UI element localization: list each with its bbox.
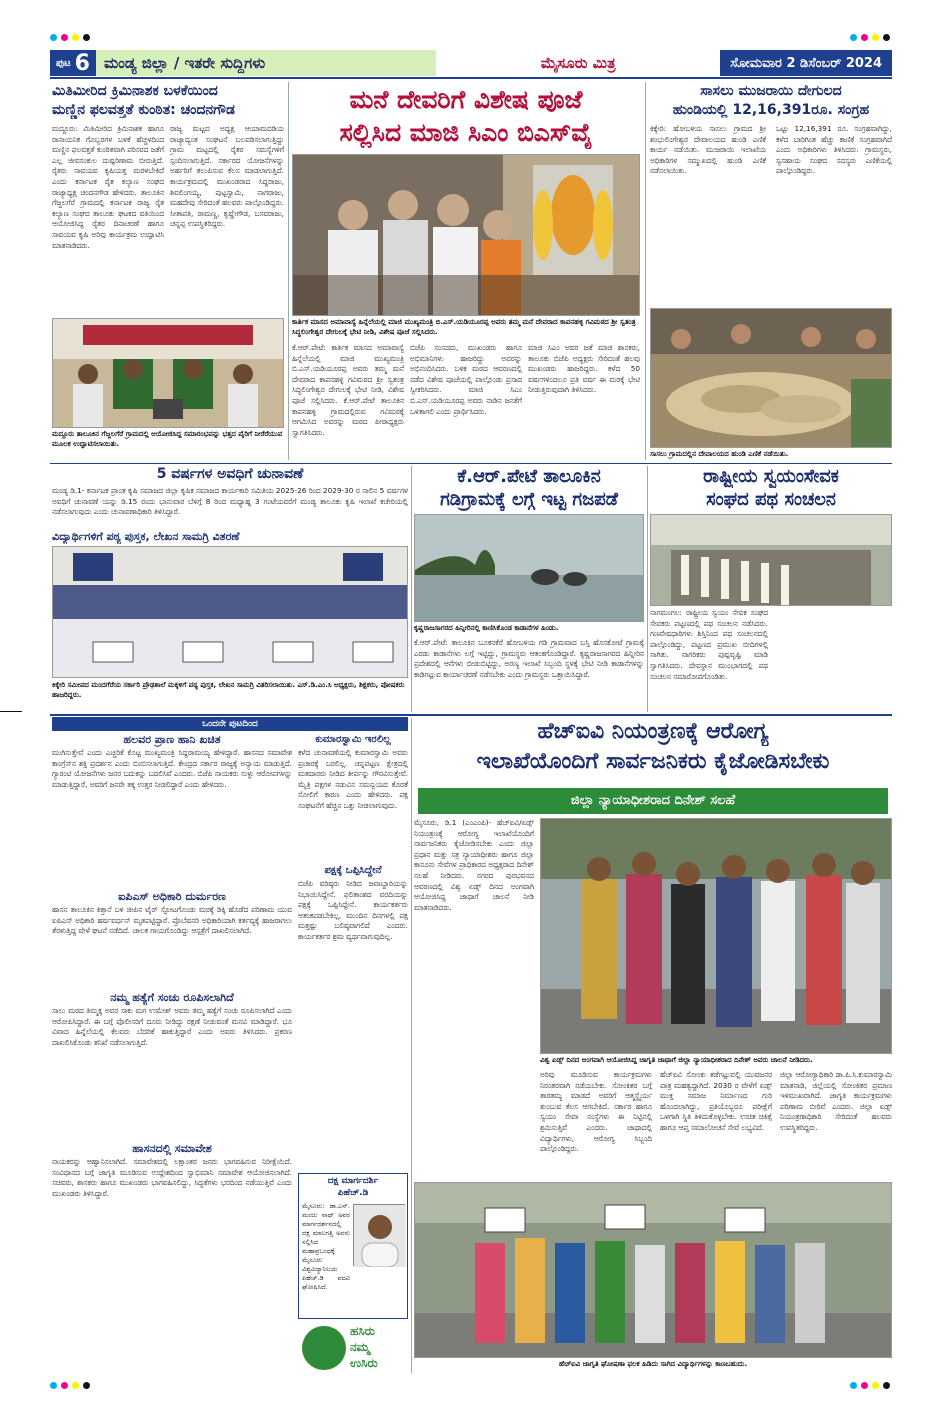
a7-body: ನಾಗಮಂಗಲ: ರಾಷ್ಟ್ರೀಯ ಸ್ವಯಂ ಸೇವಕ ಸಂಘದ ಸೇವಕರು ಪಟ್ಟಣದಲ್ಲಿ ಪಥ ಸಂಚಲನ ನಡೆಸಿದರು. ಗಣವೇಷಧಾರಿಗಳು ಶಿಸ್ತಿನಿಂದ ಪಥ ಸಂಚಲನದಲ್ಲಿ ಪಾಲ್ಗೊಂಡಿದ್ದು, ಪಟ್ಟಣದ ಪ್ರಮುಖ ಬೀದಿಗಳಲ್ಲಿ ಸಾಗಿತು. ನಾಗರಿಕರು ಪುಷ್ಪವೃಷ್ಟಿ ಮಾಡಿ ಸ್ವಾಗತಿಸಿದರು. ದೇವಸ್ಥಾನ ಮುಂಭಾಗದಲ್ಲಿ ಪಥ ಸಂಚಲನ ಸಮಾರೋಪಗೊಂಡಿತು. [650, 608, 768, 681]
a4-body: ಮಂಡ್ಯ ಡಿ.1- ಕರ್ನಾಟಕ ಪ್ರಾಂತ ಕೃಷಿ ಸಮಾಜದ ಜಿಲ್ಲಾ ಕೃಷಿಕ ಸಮಾಜದ ಕಾರ್ಯಕಾರಿ ಸಮಿತಿಯ 2025-26 ರಿಂದ 2029-30 ರ ಸಾಲಿನ 5 ವರ್ಷಗಳ ಅವಧಿಗೆ ಚುನಾವಣೆ ಯನ್ನು ಡಿ.15 ರಂದು ಭಾನುವಾರ ಬೆಳಿಗ್ಗೆ 8 ರಿಂದ ಮಧ್ಯಾಹ್ನ 3 ಗಂಟೆಯವರೆಗೆ ಮಂಡ್ಯ ತಾಲೂಕು ಕೃಷಿ ಇಲಾಖೆ ಕಚೇರಿಯಲ್ಲಿ ನಡೆಸಲಾಗುವುದು ಎಂದು ಚುನಾವಣಾಧಿಕಾರಿ ತಿಳಿಸಿದ್ದಾರೆ. [52, 486, 408, 517]
a5-caption: ಕಿಕ್ಕೇರಿ ಸಮೀಪದ ಮಂದಗೆರೆಯ ಸರ್ಕಾರಿ ಪ್ರೌಢಶಾಲೆ ಮಕ್ಕಳಿಗೆ ಪಠ್ಯ ಪುಸ್ತಕ, ಲೇಖನ ಸಾಮಗ್ರಿ ವಿತರಿಸಲಾಯಿತು. ಎಸ್‌.ಡಿ.ಎಂ.ಸಿ ಅಧ್ಯಕ್ಷರು, ಶಿಕ್ಷಕರು, ಪೋಷಕರು ಹಾಜರಿದ್ದರು. [52, 681, 405, 699]
cont-b6: ಬಿಜೆಪಿ ವರಿಷ್ಠರು ನೀಡಿದ ಜವಾಬ್ದಾರಿಯನ್ನು ನಿಭಾಯಿಸಿದ್ದೇನೆ. ಫಲಿತಾಂಶದ ವರದಿಯನ್ನು ಪಕ್ಷಕ್ಕೆ ಒಪ್ಪಿಸಿದ್ದೇನೆ. ಕಾರ್ಯಕರ್ತರು ಆತಂಕಪಡಬೇಕಿಲ್ಲ, ಮುಂದಿನ ದಿನಗಳಲ್ಲಿ ಪಕ್ಷ ಮತ್ತಷ್ಟು ಬಲಿಷ್ಠವಾಗಲಿದೆ ಎಂದರು. ಕಾರ್ಯಕರ್ತರ ಶ್ರಮ ವ್ಯರ್ಥವಾಗುವುದಿಲ್ಲ. [298, 879, 408, 941]
a5-photo-art [53, 547, 408, 678]
a8-lead-continued [414, 1066, 534, 1180]
header-rule [50, 77, 892, 79]
a3-headline-1: ಸಾಸಲು ಮುಜರಾಯಿ ದೇಗುಲದ [700, 83, 842, 99]
page-header [50, 50, 892, 76]
issue-date: ಸೋಮವಾರ 2 ಡಿಸೆಂಬರ್ 2024 [720, 50, 892, 76]
a1-photo [52, 318, 284, 428]
registration-dots-bottom-left [50, 1382, 90, 1389]
a6-caption: ಕೃಷ್ಣರಾಜಸಾಗರದ ಹಿನ್ನೀರಿನಲ್ಲಿ ಕಾಣಿಸಿಕೊಂಡ ಕಾಡಾನೆಗಳ ಹಿಂಡು. [414, 624, 559, 632]
a2-caption: ಕಾರ್ತಿಕ ಮಾಸದ ಅಮಾವಾಸ್ಯೆ ಹಿನ್ನೆಲೆಯಲ್ಲಿ ಮಾಜಿ ಮುಖ್ಯಮಂತ್ರಿ ಬಿ.ಎಸ್.ಯಡಿಯೂರಪ್ಪ ಅವರು ತಮ್ಮ ಮನೆ ದೇವರಾದ ಕಾಪನಹಳ್ಳಿ ಗವಿಮಠದ ಶ್ರೀ ಸ್ವತಂತ್ರ ಸಿದ್ಧಲಿಂಗೇಶ್ವರ ದೇಗುಲಕ್ಕೆ ಭೇಟಿ ನೀಡಿ, ವಿಶೇಷ ಪೂಜೆ ಸಲ್ಲಿಸಿದರು. [292, 318, 636, 336]
a1-photo-art [53, 319, 284, 428]
cont-h1: ಹಲವರ ಪ್ರಾಣ ಹಾನಿ ಖಚಿತ [123, 733, 221, 746]
continued-banner: ಒಂದನೇ ಪುಟದಿಂದ [52, 717, 408, 731]
a1-headline-2: ಮಣ್ಣಿನ ಫಲವತ್ತತೆ ಕುಂಠಿತ: ಚಂದನಗೌಡ [52, 102, 235, 118]
a5-photo [52, 546, 408, 678]
a8-body-col-2: ಹೆಚ್‌ಐವಿ ಸೋಂಕು ತಡೆಗಟ್ಟುವಲ್ಲಿ ಯುವಜನರ ಪಾತ್ರ ಮಹತ್ವದ್ದಾಗಿದೆ. 2030 ರ ವೇಳೆಗೆ ಏಡ್ಸ್ ಮುಕ್ತ ಸಮಾಜ ನಿರ್ಮಾಣದ ಗುರಿ ಹೊಂದಲಾಗಿದ್ದು, ಪ್ರತಿಯೊಬ್ಬರೂ ಪರೀಕ್ಷೆಗೆ ಒಳಗಾಗಿ ಸ್ಥಿತಿ ತಿಳಿದುಕೊಳ್ಳಬೇಕು. ಉಚಿತ ಚಿಕಿತ್ಸೆ ಹಾಗೂ ಆಪ್ತ ಸಮಾಲೋಚನೆ ಸೇವೆ ಲಭ್ಯವಿದೆ. [660, 1070, 772, 1132]
a3-headline-2: ಹುಂಡಿಯಲ್ಲಿ 12,16,391ರೂ. ಸಂಗ್ರಹ [672, 102, 870, 118]
a8-headline-2: ಇಲಾಖೆಯೊಂದಿಗೆ ಸಾರ್ವಜನಿಕರು ಕೈಜೋಡಿಸಬೇಕು [476, 749, 830, 774]
a8-photo-2-art [415, 1183, 892, 1358]
a3-photo-art [651, 309, 892, 448]
a7-headline-1: ರಾಷ್ಟ್ರೀಯ ಸ್ವಯಂಸೇವಕ [703, 466, 839, 487]
a3-photo [650, 308, 892, 448]
a6-headline-1: ಕೆ.ಆರ್.ಪೇಟೆ ತಾಲೂಕಿನ [457, 466, 601, 487]
col-rule-4 [647, 466, 648, 712]
a2-photo [292, 154, 640, 316]
portrait-art [354, 1205, 406, 1267]
a8-body-col-3: ಜಿಲ್ಲಾ ಆರೋಗ್ಯಾಧಿಕಾರಿ ಡಾ.ಪಿ.ಸಿ.ಕುಮಾರಸ್ವಾಮಿ ಮಾತನಾಡಿ, ಜಿಲ್ಲೆಯಲ್ಲಿ ಸೋಂಕಿತರ ಪ್ರಮಾಣ ಇಳಿಮುಖವಾಗಿದೆ. ಜಾಗೃತಿ ಕಾರ್ಯಕ್ರಮಗಳು ಪರಿಣಾಮ ಬೀರಿವೆ ಎಂದರು. ಜಿಲ್ಲಾ ಏಡ್ಸ್ ನಿಯಂತ್ರಣಾಧಿಕಾರಿ ಸೇರಿದಂತೆ ಹಲವರು ಉಪಸ್ಥಿತರಿದ್ದರು. [780, 1070, 892, 1132]
cont-b1: ಮುಗಿಸುತ್ತೇವೆ ಎಂದು ಎಚ್ಚರಿಕೆ ಕೊಟ್ಟ ಮುಖ್ಯಮಂತ್ರಿ ಸಿದ್ದರಾಮಯ್ಯ ಹೇಳಿದ್ದಾರೆ. ಹಾಸನದ ಸಮಾವೇಶ ಕಾಂಗ್ರೆಸ್‌ನ ಶಕ್ತಿ ಪ್ರದರ್ಶನ ಎಂದು ಬಿಂಬಿಸಲಾಗುತ್ತಿದೆ. ಕೇಂದ್ರದ ಸರ್ಕಾರ ರಾಜ್ಯಕ್ಕೆ ಅನ್ಯಾಯ ಮಾಡುತ್ತಿದೆ. ಗ್ಯಾರಂಟಿ ಯೋಜನೆಗಳು ಜನರ ಬದುಕನ್ನು ಬದಲಿಸಿವೆ ಎಂದರು. ಬಿಜೆಪಿ ನಾಯಕರು ಸುಳ್ಳು ಆರೋಪಗಳನ್ನು ಮಾಡುತ್ತಿದ್ದಾರೆ, ಅವರಿಗೆ ಜನರೇ ತಕ್ಕ ಉತ್ತರ ನೀಡಲಿದ್ದಾರೆ ಎಂದು ಹೇಳಿದರು. [52, 748, 292, 789]
registration-dots-bottom-right [850, 1382, 890, 1389]
a7-photo [650, 514, 892, 606]
a6-body: ಕೆ.ಆರ್.ಪೇಟೆ: ತಾಲೂಕಿನ ಬೂಕನಕೆರೆ ಹೋಬಳಿಯ ಗಡಿ ಗ್ರಾಮವಾದ ಬಸ್ತಿ ಹೊಸಕೋಟೆ ಗ್ರಾಮಕ್ಕೆ ಎರಡು ಕಾಡಾನೆಗಳು ಲಗ್ಗೆ ಇಟ್ಟಿದ್ದು, ಗ್ರಾಮಸ್ಥರು ಆತಂಕಗೊಂಡಿದ್ದಾರೆ. ಕೃಷ್ಣರಾಜಸಾಗರದ ಹಿನ್ನೀರಿನ ಪ್ರದೇಶದಲ್ಲಿ ಆನೆಗಳು ಬೀಡುಬಿಟ್ಟಿದ್ದು, ಅರಣ್ಯ ಇಲಾಖೆ ಸಿಬ್ಬಂದಿ ಸ್ಥಳಕ್ಕೆ ಭೇಟಿ ನೀಡಿ ಕಾಡಾನೆಗಳನ್ನು ಕಾಡಿಗಟ್ಟುವ ಕಾರ್ಯಾಚರಣೆ ನಡೆಸಬೇಕು ಎಂದು ಗ್ರಾಮಸ್ಥರು ಒತ್ತಾಯಿಸಿದ್ದಾರೆ. [414, 638, 644, 679]
cont-b4: ನಾಯಕರನ್ನು ಆಹ್ವಾನಿಸಲಾಗಿದೆ. ಸಮಾವೇಶದಲ್ಲಿ ಲಕ್ಷಾಂತರ ಜನರು ಭಾಗವಹಿಸುವ ನಿರೀಕ್ಷೆಯಿದೆ. ಸಂವಿಧಾನದ ಬಗ್ಗೆ ಜಾಗೃತಿ ಮೂಡಿಸುವ ಉದ್ದೇಶದಿಂದ ಸ್ವಾಭಿಮಾನಿ ಸಮಾವೇಶ ಆಯೋಜಿಸಲಾಗಿದೆ. ಸಚಿವರು, ಶಾಸಕರು ಹಾಗೂ ಮುಖಂಡರು ಭಾಗವಹಿಸಲಿದ್ದು, ಸಿದ್ಧತೆಗಳು ಭರದಿಂದ ನಡೆಯುತ್ತಿವೆ ಎಂದು ಮುಖಂಡರು ತಿಳಿಸಿದ್ದಾರೆ. [52, 1157, 292, 1198]
a2-headline-2: ಸಲ್ಲಿಸಿದ ಮಾಜಿ ಸಿಎಂ ಬಿಎಸ್‌ವೈ [339, 118, 593, 147]
cont-b5: ಕಳೆದ ಚುನಾವಣೆಯಲ್ಲಿ ಕುಮಾರಸ್ವಾಮಿ ಅವರು ಪ್ರಚಾರಕ್ಕೆ ಬರಲಿಲ್ಲ. ಚನ್ನಪಟ್ಟಣ ಕ್ಷೇತ್ರದಲ್ಲಿ ಮತದಾರರು ನೀಡಿದ ತೀರ್ಪನ್ನು ಗೌರವಿಸುತ್ತೇವೆ. ಮೈತ್ರಿ ಪಕ್ಷಗಳ ನಡುವಿನ ಸಮನ್ವಯದ ಕೊರತೆ ಸೋಲಿಗೆ ಕಾರಣ ಎಂದು ಹೇಳಿದರು. ಪಕ್ಷ ಸಂಘಟನೆಗೆ ಹೆಚ್ಚಿನ ಒತ್ತು ನೀಡಲಾಗುವುದು. [298, 748, 408, 810]
a8-body-col-1: ಅರಿವು ಮೂಡಿಸುವ ಕಾರ್ಯಕ್ರಮಗಳು ನಿರಂತರವಾಗಿ ನಡೆಯಬೇಕು. ಸೋಂಕಿತರ ಬಗ್ಗೆ ತಾರತಮ್ಯ ಮಾಡದೆ ಅವರಿಗೆ ಆತ್ಮಸ್ಥೈರ್ಯ ತುಂಬುವ ಕೆಲಸ ಆಗಬೇಕಿದೆ. ಸರ್ಕಾರ ಹಾಗೂ ಸ್ವಯಂ ಸೇವಾ ಸಂಸ್ಥೆಗಳು ಈ ನಿಟ್ಟಿನಲ್ಲಿ ಶ್ರಮಿಸುತ್ತಿವೆ ಎಂದರು. ಜಾಥಾದಲ್ಲಿ ವಿದ್ಯಾರ್ಥಿಗಳು, ಆರೋಗ್ಯ ಸಿಬ್ಬಂದಿ ಪಾಲ್ಗೊಂಡಿದ್ದರು. [540, 1070, 652, 1154]
cont-h5: ಕುಮಾರಸ್ವಾಮಿ ಇರಲಿಲ್ಲ [315, 734, 391, 745]
registration-dots-top-right [850, 34, 890, 41]
phd-portrait [353, 1204, 405, 1266]
a8-caption-1: ವಿಶ್ವ ಏಡ್ಸ್ ದಿನದ ಅಂಗವಾಗಿ ಆಯೋಜಿಸಿದ್ದ ಜಾಗೃತಿ ಜಾಥಾಗೆ ಜಿಲ್ಲಾ ನ್ಯಾಯಾಧೀಶರಾದ ದಿನೇಶ್ ಅವರು ಚಾಲನೆ ನೀಡಿದರು. [540, 1056, 813, 1064]
a7-photo-art [651, 515, 892, 606]
mid-rule-2 [50, 714, 892, 716]
a8-headline-1: ಹೆಚ್‌ಐವಿ ನಿಯಂತ್ರಣಕ್ಕೆ ಆರೋಗ್ಯ [537, 719, 769, 744]
a1-body-col-2: ರಾಜ್ಯ ಮಟ್ಟದ ಅಧ್ಯಕ್ಷ ಆಯಾಮದಡಿಯ ರಾಜ್ಯಾದ್ಯಂತ ಸಂಘಟನೆ ಬಲಪಡಿಸಲಾಗುತ್ತಿದ್ದು ಗ್ರಾಮ ಮಟ್ಟದಲ್ಲಿ ರೈತರ ಸಮಸ್ಯೆಗಳಿಗೆ ಸ್ಪಂದಿಸಲಾಗುತ್ತಿದೆ. ಸರ್ಕಾರದ ಯೋಜನೆಗಳನ್ನು ಅರ್ಹರಿಗೆ ತಲುಪಿಸುವ ಕೆಲಸ ಮಾಡಲಾಗುತ್ತಿದೆ. ಕಾರ್ಯಕ್ರಮದಲ್ಲಿ ಮುಖಂಡರಾದ ಸಿದ್ದರಾಜು, ಶಿವಲಿಂಗಯ್ಯ, ಪುಟ್ಟಸ್ವಾಮಿ, ನಾಗರಾಜು, ಮಹದೇವು ಸೇರಿದಂತೆ ಹಲವರು ಪಾಲ್ಗೊಂಡಿದ್ದರು. ಸೀತಾಪತಿ, ರಾಮಣ್ಣ, ಕೃಷ್ಣೇಗೌಡ, ಬಸವರಾಜು, ಚನ್ನಪ್ಪ ಉಪಸ್ಥಿತರಿದ್ದರು. [170, 124, 284, 229]
col-rule-1 [288, 82, 289, 460]
cont-b3: ಸಾಲು ಮರದ ತಿಮ್ಮಕ್ಕ ಅವರ ಸಾಕು ಮಗ ಉಮೇಶ್ ಅವರು ತಮ್ಮ ಹತ್ಯೆಗೆ ಸಂಚು ರೂಪಿಸಲಾಗಿದೆ ಎಂದು ಆರೋಪಿಸಿದ್ದಾರೆ. ಈ ಬಗ್ಗೆ ಪೊಲೀಸರಿಗೆ ದೂರು ನೀಡಿದ್ದು ರಕ್ಷಣೆ ನೀಡುವಂತೆ ಮನವಿ ಮಾಡಿದ್ದಾರೆ. ಭೂ ವಿವಾದ ಹಿನ್ನೆಲೆಯಲ್ಲಿ ಕೆಲವರು ಬೆದರಿಕೆ ಹಾಕುತ್ತಿದ್ದಾರೆ ಎಂದು ಅವರು ತಿಳಿಸಿದರು. ಪ್ರಕರಣ ದಾಖಲಿಸಿಕೊಂಡು ತನಿಖೆ ನಡೆಸಲಾಗುತ್ತಿದೆ. [52, 1006, 292, 1047]
a8-photo-1-art [541, 819, 892, 1054]
a3-caption: ಸಾಸಲು ಗ್ರಾಮದಲ್ಲಿನ ದೇವಾಲಯದ ಹುಂಡಿ ಎಣಿಕೆ ನಡೆಯಿತು. [650, 450, 789, 458]
a2-body-col-3: ಮಾಜಿ ಸಿಎಂ ಅವರ ಜತೆ ಮಾಜಿ ಶಾಸಕರು, ತಾಲೂಕು ಬಿಜೆಪಿ ಅಧ್ಯಕ್ಷರು ಸೇರಿದಂತೆ ಹಲವು ಮುಖಂಡರು ಹಾಜರಿದ್ದರು. ಕಳೆದ 50 ವರ್ಷಗಳಿಂದಲೂ ಪ್ರತಿ ವರ್ಷ ಈ ಮಠಕ್ಕೆ ಭೇಟಿ ನೀಡುತ್ತಿರುವುದಾಗಿ ತಿಳಿಸಿದರು. [528, 343, 640, 395]
a5-headline: ವಿದ್ಯಾರ್ಥಿಗಳಿಗೆ ಪಠ್ಯ ಪುಸ್ತಕ, ಲೇಖನ ಸಾಮಗ್ರಿ ವಿತರಣೆ [52, 530, 240, 543]
green-line-3: ಉಸಿರು [350, 1356, 378, 1370]
a3-body-col-1: ಕಿಕ್ಕೇರಿ: ಹೋಬಳಿಯ ಸಾಸಲು ಗ್ರಾಮದ ಶ್ರೀ ಶಂಭುಲಿಂಗೇಶ್ವರ ದೇವಾಲಯದ ಹುಂಡಿ ಎಣಿಕೆ ಕಾರ್ಯ ನಡೆಯಿತು. ಮುಜರಾಯಿ ಇಲಾಖೆಯ ಅಧಿಕಾರಿಗಳ ಸಮ್ಮುಖದಲ್ಲಿ ಹುಂಡಿ ಎಣಿಕೆ ನಡೆಸಲಾಯಿತು. [650, 124, 766, 176]
page-label: ಪುಟ [56, 57, 71, 69]
green-line-2: ನಮ್ಮ [350, 1340, 370, 1354]
a4-headline: 5 ವರ್ಷಗಳ ಅವಧಿಗೆ ಚುನಾವಣೆ [156, 466, 304, 482]
a1-headline-1: ಮಿತಿಮೀರಿದ ಕ್ರಿಮಿನಾಶಕ ಬಳಕೆಯಿಂದ [52, 83, 218, 99]
a7-body-continued [774, 608, 892, 712]
phd-box [298, 1173, 408, 1319]
phd-body: ಮೈಸೂರು: ಡಾ.ಎನ್. ಮಂಜು ನಾಥ್ ಅವರ ಮಾರ್ಗದರ್ಶನದಲ್ಲಿ ದಕ್ಷ ಮಾಲಗತ್ತಿ ಅವರು ಸಲ್ಲಿಸಿದ ಮಹಾಪ್ರಬಂಧಕ್ಕೆ ಮೈಸೂರು ವಿಶ್ವವಿದ್ಯಾನಿಲಯ ಪಿಹೆಚ್.ಡಿ ಪದವಿ ಘೋಷಿಸಿದೆ. [302, 1202, 350, 1291]
globe-icon [302, 1326, 346, 1370]
a6-headline-2: ಗಡಿಗ್ರಾಮಕ್ಕೆ ಲಗ್ಗೆ ಇಟ್ಟ ಗಜಪಡೆ [440, 489, 618, 510]
section-title: ಮಂಡ್ಯ ಜಿಲ್ಲಾ / ಇತರೇ ಸುದ್ದಿಗಳು [96, 50, 436, 76]
a6-photo-art [415, 515, 644, 622]
a1-body-col-1: ಮದ್ದೂರು: ಮಿತಿಮೀರಿದ ಕ್ರಿಮಿನಾಶಕ ಹಾಗೂ ರಾಸಾಯನಿಕ ಗೊಬ್ಬರಗಳ ಬಳಕೆ ಹೆಚ್ಚಳದಿಂದ ಮಣ್ಣಿನ ಫಲವತ್ತತೆ ಕುಂಠಿತವಾಗಿ ಪರಿಸರದ ಜತೆಗೆ ಎಲ್ಲ ಜೀವಸಂಕುಲ ದುಷ್ಪರಿಣಾಮ ಬೀರುತ್ತಿದೆ. ರೈತರು ಸಾವಯವ ಕೃಷಿಯತ್ತ ಮರಳಬೇಕಿದೆ ಎಂದು ಕರ್ನಾಟಕ ರೈತ ಕಲ್ಯಾಣ ಸಂಘದ ರಾಜ್ಯಾಧ್ಯಕ್ಷ ಚಂದನಗೌಡ ಹೇಳಿದರು. ತಾಲೂಕಿನ ಗೆಜ್ಜಲಗೆರೆ ಗ್ರಾಮದಲ್ಲಿ ಕರ್ನಾಟಕ ರಾಜ್ಯ ರೈತ ಕಲ್ಯಾಣ ಸಂಘದ ತಾಲೂಕು ಘಟಕದ ವತಿಯಿಂದ ಆಯೋಜಿಸಿದ್ದ ರೈತರ ದಿನಾಚರಣೆ ಹಾಗೂ ಸಾವಯವ ಕೃಷಿ ಅರಿವು ಕಾರ್ಯಕ್ರಮ ಉದ್ಘಾಟಿಸಿ ಮಾತನಾಡಿದರು. [52, 124, 164, 250]
fold-mark [0, 711, 22, 712]
cont-b2: ಹಾಸನ ತಾಲೂಕಿನ ಕಿತ್ತಾನೆ ಬಳಿ ಜೀಪಿನ ಟೈರ್ ಸ್ಫೋಟಗೊಂಡು ಮರಕ್ಕೆ ಡಿಕ್ಕಿ ಹೊಡೆದ ಪರಿಣಾಮ ಯುವ ಐಪಿಎಸ್ ಅಧಿಕಾರಿ ಹರ್ಷವರ್ಧನ್ ಮೃತಪಟ್ಟಿದ್ದಾರೆ. ಪ್ರೊಬೆಷನರಿ ಅಧಿಕಾರಿಯಾಗಿ ಕರ್ತವ್ಯಕ್ಕೆ ಹಾಜರಾಗಲು ತೆರಳುತ್ತಿದ್ದ ವೇಳೆ ಘಟನೆ ನಡೆದಿದೆ. ಚಾಲಕ ಗಾಯಗೊಂಡಿದ್ದು ಆಸ್ಪತ್ರೆಗೆ ದಾಖಲಿಸಲಾಗಿದೆ. [52, 905, 292, 936]
masthead: ಮೈಸೂರು ಮಿತ್ರ [540, 54, 616, 72]
a8-caption-2: ಹೆಚ್‌ಐವಿ ಜಾಗೃತಿ ಘೋಷಣಾ ಫಲಕ ಹಿಡಿದು ಸಾಗಿದ ವಿದ್ಯಾರ್ಥಿಗಳನ್ನು ಕಾಣಬಹುದು. [558, 1360, 748, 1368]
mid-rule-1 [50, 463, 892, 464]
green-line-1: ಹಸಿರು [350, 1324, 375, 1338]
a2-headline-1: ಮನೆ ದೇವರಿಗೆ ವಿಶೇಷ ಪೂಜೆ [349, 85, 583, 114]
a7-headline-2: ಸಂಘದ ಪಥ ಸಂಚಲನ [706, 489, 836, 510]
page-number-box [50, 50, 96, 76]
col-rule-5 [411, 718, 412, 1373]
a8-strap: ಜಿಲ್ಲಾ ನ್ಯಾಯಾಧೀಶರಾದ ದಿನೇಶ್ ಸಲಹೆ [418, 788, 888, 814]
page-number: 6 [74, 50, 90, 76]
a6-photo [414, 514, 644, 622]
a8-photo-2 [414, 1182, 892, 1358]
col-rule-3 [411, 466, 412, 712]
a2-body-col-2: ಬಿಜೆಪಿ ಸಂಸದರು, ಮುಖಂಡರು ಹಾಗೂ ಅಭಿಮಾನಿಗಳು ಹಾಜರಿದ್ದು ಅವರನ್ನು ಅಭಿನಂದಿಸಿದರು. ಬಳಿಕ ಮಠದ ಆವರಣದಲ್ಲಿ ನಡೆದ ವಿಶೇಷ ಪೂಜೆಯಲ್ಲಿ ಪಾಲ್ಗೊಂಡು ಪ್ರಸಾದ ಸ್ವೀಕರಿಸಿದರು. ಮಾಜಿ ಸಿಎಂ ಬಿ.ಎಸ್.ಯಡಿಯೂರಪ್ಪ ಅವರು ನಾಡಿನ ಜನತೆಗೆ ಒಳಿತಾಗಲಿ ಎಂದು ಪ್ರಾರ್ಥಿಸಿದರು. [410, 343, 522, 416]
a8-photo-1 [540, 818, 892, 1054]
a3-body-col-2: ಒಟ್ಟು 12,16,391 ರೂ. ಸಂಗ್ರಹವಾಗಿದ್ದು, ಕಳೆದ ಬಾರಿಗಿಂತ ಹೆಚ್ಚು ಕಾಣಿಕೆ ಸಂಗ್ರಹವಾಗಿದೆ ಎಂದು ಅಧಿಕಾರಿಗಳು ತಿಳಿಸಿದರು. ಗ್ರಾಮಸ್ಥರು, ಸ್ವಸಹಾಯ ಸಂಘದ ಸದಸ್ಯರು ಎಣಿಕೆಯಲ್ಲಿ ಪಾಲ್ಗೊಂಡಿದ್ದರು. [776, 124, 892, 176]
registration-dots-top-left [50, 34, 90, 41]
cont-h2: ಐಪಿಎಸ್ ಅಧಿಕಾರಿ ದುರ್ಮರಣ [118, 890, 226, 903]
cont-h4: ಹಾಸನದಲ್ಲಿ ಸಮಾವೇಶ [132, 1142, 212, 1155]
green-slogan [298, 1322, 408, 1378]
cont-h6: ಪಕ್ಷಕ್ಕೆ ಒಪ್ಪಿಸಿದ್ದೇನೆ [324, 865, 382, 876]
phd-title-1: ದಕ್ಷ ಮಾರ್ಗದರ್ಶಿ [327, 1176, 379, 1186]
phd-title-2: ಪಿಹೆಚ್.ಡಿ [337, 1188, 369, 1198]
col-rule-2 [645, 82, 646, 460]
a8-lead: ಮೈಸೂರು, ಡಿ.1 (ಎಂಎಂಪಿ)- ಹೆಚ್‌ಐವಿ/ಏಡ್ಸ್ ನಿಯಂತ್ರಣಕ್ಕೆ ಆರೋಗ್ಯ ಇಲಾಖೆಯೊಂದಿಗೆ ಸಾರ್ವಜನಿಕರು ಕೈಜೋಡಿಸಬೇಕು ಎಂದು ಜಿಲ್ಲಾ ಪ್ರಧಾನ ಮತ್ತು ಸತ್ರ ನ್ಯಾಯಾಧೀಶರು ಹಾಗೂ ಜಿಲ್ಲಾ ಕಾನೂನು ಸೇವೆಗಳ ಪ್ರಾಧಿಕಾರದ ಅಧ್ಯಕ್ಷರಾದ ದಿನೇಶ್ ಸಲಹೆ ನೀಡಿದರು. ನಗರದ ಪುರಭವನದ ಆವರಣದಲ್ಲಿ ವಿಶ್ವ ಏಡ್ಸ್ ದಿನದ ಅಂಗವಾಗಿ ಆಯೋಜಿಸಿದ್ದ ಜಾಥಾಗೆ ಚಾಲನೆ ನೀಡಿ ಮಾತನಾಡಿದರು. [414, 818, 534, 912]
cont-h3: ನಮ್ಮ ಹತ್ಯೆಗೆ ಸಂಚು ರೂಪಿಸಲಾಗಿದೆ [110, 991, 234, 1004]
a1-caption: ಮದ್ದೂರು ತಾಲೂಕಿನ ಗೆಜ್ಜಲಗೆರೆ ಗ್ರಾಮದಲ್ಲಿ ಆಯೋಜಿಸಿದ್ದ ಸಮಾರಂಭವನ್ನು ಭತ್ತದ ಪೈರಿಗೆ ನೀರೆರೆಯುವ ಮೂಲಕ ಉದ್ಘಾಟಿಸಲಾಯಿತು. [52, 430, 283, 448]
a2-photo-art [293, 155, 640, 316]
a2-body-col-1: ಕೆ.ಆರ್.ಪೇಟೆ: ಕಾರ್ತಿಕ ಮಾಸದ ಅಮಾವಾಸ್ಯೆ ಹಿನ್ನೆಲೆಯಲ್ಲಿ ಮಾಜಿ ಮುಖ್ಯಮಂತ್ರಿ ಬಿ.ಎಸ್.ಯಡಿಯೂರಪ್ಪ ಅವರು ತಮ್ಮ ಮನೆ ದೇವರಾದ ಕಾಪನಹಳ್ಳಿ ಗವಿಮಠದ ಶ್ರೀ ಸ್ವತಂತ್ರ ಸಿದ್ಧಲಿಂಗೇಶ್ವರ ದೇಗುಲಕ್ಕೆ ಭೇಟಿ ನೀಡಿ, ವಿಶೇಷ ಪೂಜೆ ಸಲ್ಲಿಸಿದರು. ಕೆ.ಆರ್.ಪೇಟೆ ತಾಲೂಕಿನ ಕಾಪನಹಳ್ಳಿ ಗ್ರಾಮದಲ್ಲಿರುವ ಗವಿಮಠಕ್ಕೆ ಆಗಮಿಸಿದ ಅವರನ್ನು ಮಠದ ಪೀಠಾಧ್ಯಕ್ಷರು ಸ್ವಾಗತಿಸಿದರು. [292, 343, 404, 437]
